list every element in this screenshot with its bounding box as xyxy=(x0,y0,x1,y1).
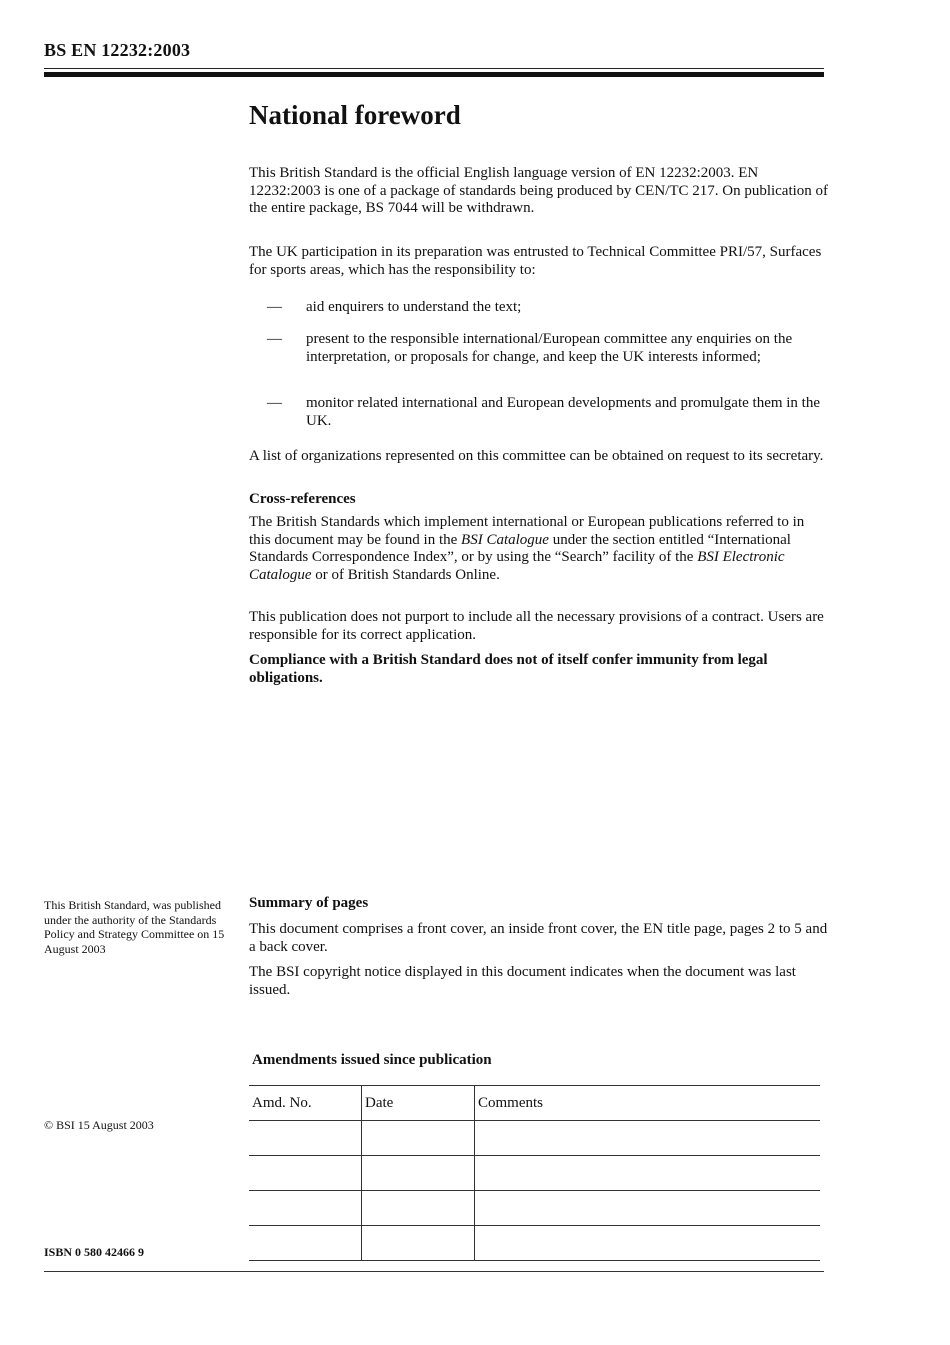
text-run: under the section entitled “International Standards Correspondence Index”, or by using the “Search” facility of the xyxy=(249,531,791,565)
table-header-row xyxy=(249,1086,820,1121)
amendments-title: Amendments issued since publication xyxy=(252,1052,492,1068)
organizations-paragraph: A list of organizations represented on this committee can be obtained on request to its secretary. xyxy=(249,448,824,464)
table-row xyxy=(249,1226,820,1261)
table-cell xyxy=(475,1121,821,1156)
bullet-text: aid enquirers to understand the text; xyxy=(306,299,522,315)
copyright-line: © BSI 15 August 2003 xyxy=(44,1118,154,1132)
table-cell xyxy=(362,1156,475,1191)
bullet-text: present to the responsible international/European committee any enquiries on the interpretation, or proposals for change, and keep the UK interests informed; xyxy=(306,331,793,365)
table-cell xyxy=(362,1121,475,1156)
table-cell xyxy=(362,1226,475,1261)
compliance-statement: Compliance with a British Standard does not of itself confer immunity from legal obligations. xyxy=(249,652,768,686)
column-header: Comments xyxy=(475,1086,821,1121)
header-thin-rule xyxy=(44,68,824,69)
provisions-paragraph: This publication does not purport to include all the necessary provisions of a contract. Users are responsible for its correct application. xyxy=(249,609,824,643)
header-thick-rule xyxy=(44,72,824,77)
text-run: The British Standards which implement international or European publications referred to in this document may be found in the xyxy=(249,514,805,548)
table-cell xyxy=(475,1156,821,1191)
table-cell xyxy=(249,1191,362,1226)
summary-paragraph: This document comprises a front cover, an inside front cover, the EN title page, pages 2 to 5 and a back cover. xyxy=(249,921,828,955)
cross-references-heading: Cross-references xyxy=(249,491,356,507)
bsi-catalogue-title: BSI Catalogue xyxy=(461,531,549,548)
bullet-dash: — xyxy=(267,331,282,347)
table-cell xyxy=(475,1191,821,1226)
bullet-text: monitor related international and European developments and promulgate them in the UK. xyxy=(306,395,821,429)
amendments-table xyxy=(249,1085,820,1261)
footer-rule xyxy=(44,1271,824,1272)
page-title: National foreword xyxy=(249,100,461,130)
committee-paragraph: The UK participation in its preparation was entrusted to Technical Committee PRI/57, Surfaces for sports areas, which has the responsibility to: xyxy=(249,244,822,278)
text-run: or of British Standards Online. xyxy=(311,566,500,583)
bullet-dash: — xyxy=(267,395,282,411)
copyright-notice-paragraph: The BSI copyright notice displayed in this document indicates when the document was last issued. xyxy=(249,964,796,998)
bullet-dash: — xyxy=(267,299,282,315)
table-cell xyxy=(249,1226,362,1261)
isbn: ISBN 0 580 42466 9 xyxy=(44,1245,145,1259)
intro-paragraph: This British Standard is the official English language version of EN 12232:2003. EN 12232:2003 is one of a package of standards being produced by CEN/TC 217. On publication of the entire package, BS 7044 will be withdrawn. xyxy=(249,165,829,216)
summary-heading: Summary of pages xyxy=(249,895,369,911)
table-cell xyxy=(249,1121,362,1156)
document-id: BS EN 12232:2003 xyxy=(44,40,191,60)
column-header: Amd. No. xyxy=(249,1086,362,1121)
table-row xyxy=(249,1191,820,1226)
bsi-electronic-catalogue-title: BSI Electronic Catalogue xyxy=(249,549,785,583)
table-cell xyxy=(249,1156,362,1191)
cross-references-paragraph xyxy=(249,514,829,584)
table-row xyxy=(249,1156,820,1191)
table-cell xyxy=(362,1191,475,1226)
publication-note: This British Standard, was published under the authority of the Standards Policy and Strategy Committee on 15 August 2003 xyxy=(44,898,225,956)
column-header: Date xyxy=(362,1086,475,1121)
table-row xyxy=(249,1121,820,1156)
table-cell xyxy=(475,1226,821,1261)
